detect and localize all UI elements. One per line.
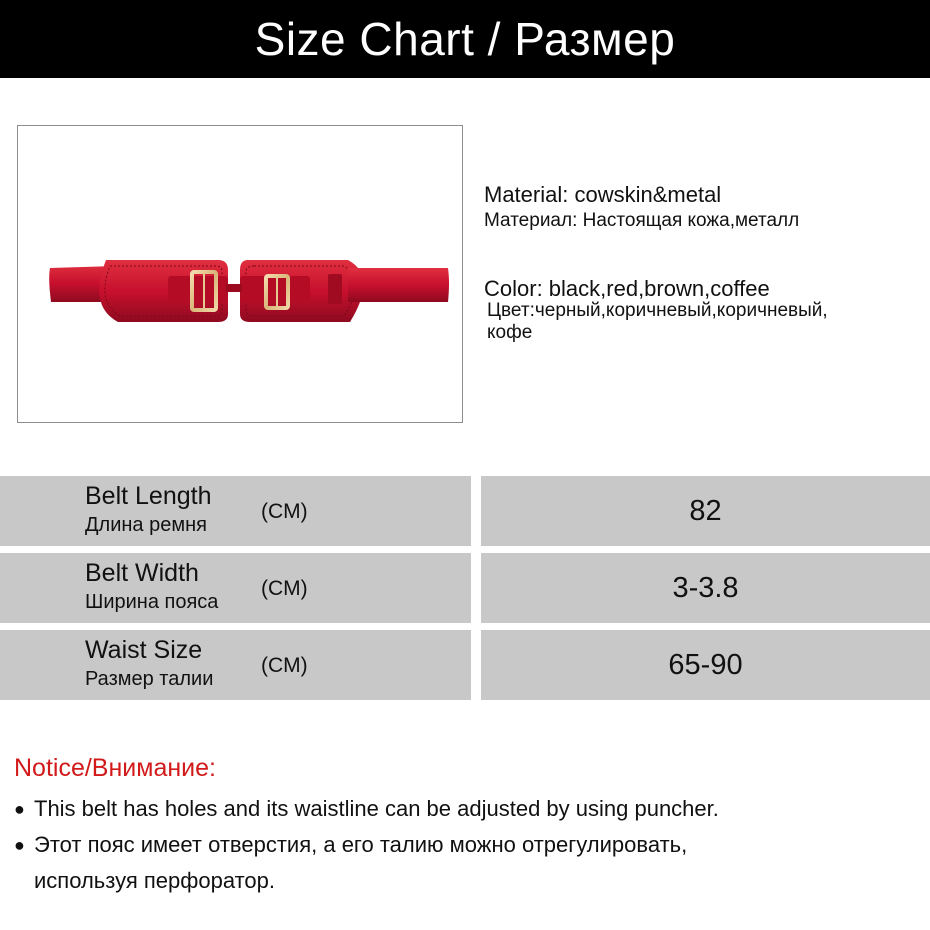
size-label-ru: Ширина пояса	[85, 591, 219, 613]
size-label-en: Belt Length	[85, 482, 212, 510]
notice-title: Notice/Внимание:	[14, 754, 216, 782]
page-title: Size Chart / Размер	[254, 13, 676, 65]
size-label-ru: Размер талии	[85, 668, 214, 690]
size-row-waist	[0, 630, 930, 700]
size-unit: (CM)	[261, 654, 308, 677]
belt-image	[18, 126, 464, 424]
bullet-dot-icon: ●	[14, 835, 25, 855]
material-en: Material: cowskin&metal	[484, 182, 722, 207]
belt-loop-right	[240, 276, 310, 302]
belt-loop-left	[168, 276, 228, 302]
notice-text-continued: используя перфоратор.	[34, 868, 275, 893]
page-header	[0, 0, 930, 78]
size-unit: (CM)	[261, 500, 308, 523]
size-unit: (CM)	[261, 577, 308, 600]
size-row-length	[0, 476, 930, 546]
size-value: 3-3.8	[481, 553, 930, 623]
size-value: 65-90	[481, 630, 930, 700]
material-ru: Материал: Настоящая кожа,металл	[484, 210, 800, 231]
color-ru-line1: Цвет:черный,коричневый,коричневый,	[487, 300, 828, 321]
size-value: 82	[481, 476, 930, 546]
color-en: Color: black,red,brown,coffee	[484, 276, 770, 301]
size-row-width	[0, 553, 930, 623]
size-label-en: Belt Width	[85, 559, 199, 587]
notice-text: This belt has holes and its waistline can be adjusted by using puncher.	[34, 796, 719, 821]
bullet-dot-icon: ●	[14, 799, 25, 819]
size-label-en: Waist Size	[85, 636, 203, 664]
size-label-cell	[0, 476, 471, 546]
notice-text: Этот пояс имеет отверстия, а его талию можно отрегулировать,	[34, 832, 688, 857]
size-label-cell	[0, 630, 471, 700]
size-label-cell	[0, 553, 471, 623]
color-ru-line2: кофе	[487, 322, 533, 343]
size-label-ru: Длина ремня	[85, 514, 207, 536]
belt-right-strap	[348, 268, 449, 302]
product-photo	[17, 125, 463, 423]
